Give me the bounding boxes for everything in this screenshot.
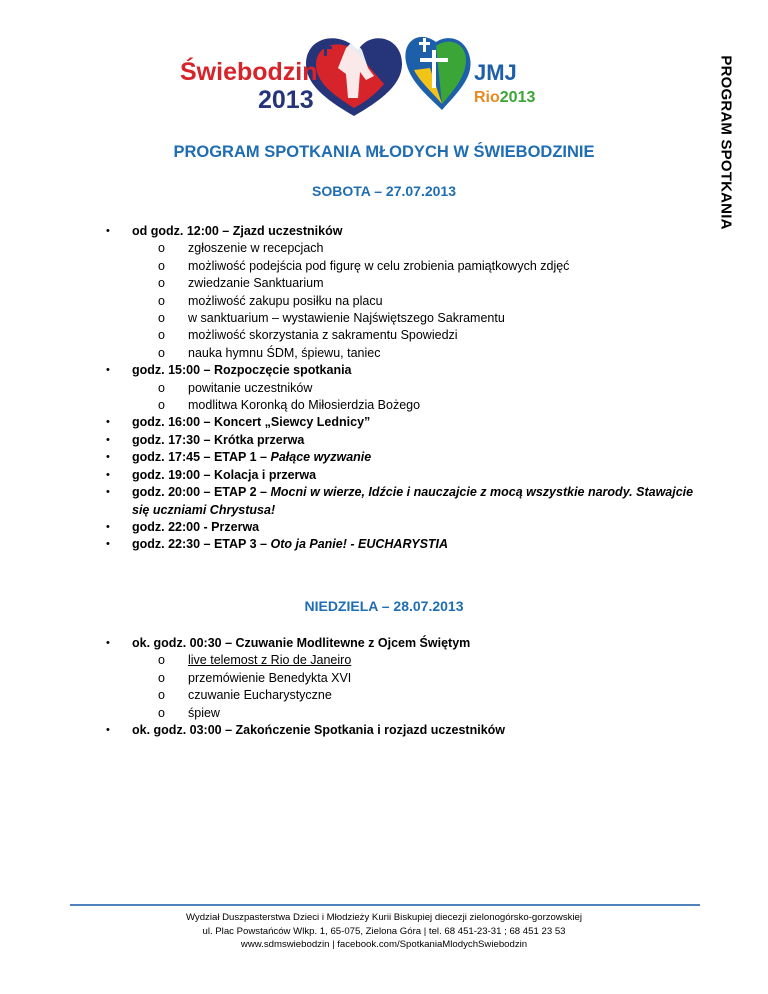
swiebodzin-logo: [180, 38, 402, 116]
footer-line-3: www.sdmswiebodzin | facebook.com/SpotkaniaMlodychSwiebodzin: [240, 939, 528, 950]
sunday-schedule: [104, 635, 694, 739]
sub-item: o możliwość zakupu posiłku na placu: [158, 293, 383, 308]
list-item: • godz. 16:00 – Koncert „Siewcy Lednicy”: [106, 415, 371, 430]
list-item: • od godz. 12:00 – Zjazd uczestników o zgłoszenie w recepcjach o możliwość podejścia pod figurę w celu zrobienia pamiątkowych zdjęć o zwiedzanie Sanktuarium o możliwość zakupu posiłku na placu o w sanktuarium – wystawienie Najświętszego Sakramentu o możliwość skorzystania z sakramentu Spowiedzi o nauka hymnu ŚDM, śpiewu, taniec: [104, 223, 694, 362]
list-item: • godz. 19:00 – Kolacja i przerwa: [106, 467, 317, 482]
list-item: • godz. 22:30 – ETAP 3 – Oto ja Panie! - EUCHARYSTIA: [106, 537, 449, 552]
list-item: • ok. godz. 00:30 – Czuwanie Modlitewne z Ojcem Świętym o live telemost z Rio de Janeiro o przemówienie Benedykta XVI o czuwanie Eucharystyczne o śpiew: [104, 635, 694, 722]
sub-item: o śpiew: [158, 705, 220, 720]
saturday-schedule: [104, 223, 694, 554]
jmj-rio-logo: [405, 37, 535, 110]
list-item: • godz. 17:30 – Krótka przerwa: [106, 432, 305, 447]
footer: [0, 911, 768, 952]
list-item: • godz. 15:00 – Rozpoczęcie spotkania o powitanie uczestników o modlitwa Koronką do Miłosierdzia Bożego: [104, 362, 694, 414]
svg-text:JMJ: JMJ: [474, 60, 517, 85]
footer-divider: [70, 904, 700, 906]
sub-item: o w sanktuarium – wystawienie Najświętszego Sakramentu: [158, 311, 505, 326]
sub-item: o możliwość skorzystania z sakramentu Spowiedzi: [158, 328, 458, 343]
sunday-heading: NIEDZIELA – 28.07.2013: [304, 598, 464, 614]
sub-item: o zwiedzanie Sanktuarium: [158, 276, 324, 291]
sublist: [132, 652, 694, 722]
event-logos: [180, 28, 560, 118]
svg-text:Rio2013: Rio2013: [474, 89, 536, 106]
sub-item: o czuwanie Eucharystyczne: [158, 688, 332, 703]
sub-item: o możliwość podejścia pod figurę w celu zrobienia pamiątkowych zdjęć: [158, 258, 570, 273]
sub-item: o nauka hymnu ŚDM, śpiewu, taniec: [158, 345, 381, 360]
sublist: [132, 380, 694, 415]
page-title: PROGRAM SPOTKANIA MŁODYCH W ŚWIEBODZINIE: [173, 143, 595, 161]
sub-item: o powitanie uczestników: [158, 380, 313, 395]
svg-text:Świebodzin: Świebodzin: [180, 58, 318, 86]
live-link[interactable]: live telemost z Rio de Janeiro: [188, 653, 352, 668]
list-item: • godz. 20:00 – ETAP 2 – Mocni w wierze, Idźcie i nauczajcie z mocą wszystkie narody. Stawajcie się uczniami Chrystusa!: [106, 485, 694, 517]
footer-line-2: ul. Plac Powstańców Wlkp. 1, 65-075, Zielona Góra | tel. 68 451-23-31 ; 68 451 23 53: [202, 925, 566, 937]
sub-item: o modlitwa Koronką do Miłosierdzia Bożego: [158, 398, 421, 413]
sub-item: o live telemost z Rio de Janeiro: [158, 653, 352, 668]
list-item: • ok. godz. 03:00 – Zakończenie Spotkania i rozjazd uczestników: [106, 723, 506, 738]
list-item: • godz. 22:00 - Przerwa: [106, 519, 260, 534]
saturday-heading: SOBOTA – 27.07.2013: [312, 183, 456, 199]
side-vertical-label: PROGRAM SPOTKANIA: [717, 55, 735, 230]
sublist: [132, 240, 694, 362]
list-item: • godz. 17:45 – ETAP 1 – Pałące wyzwanie: [106, 450, 372, 465]
sub-item: o przemówienie Benedykta XVI: [158, 670, 352, 685]
sub-item: o zgłoszenie w recepcjach: [158, 241, 324, 256]
footer-line-1: Wydział Duszpasterstwa Dzieci i Młodzieży Kurii Biskupiej diecezji zielonogórsko-gorzowskiej: [185, 912, 583, 923]
svg-text:2013: 2013: [258, 86, 314, 114]
